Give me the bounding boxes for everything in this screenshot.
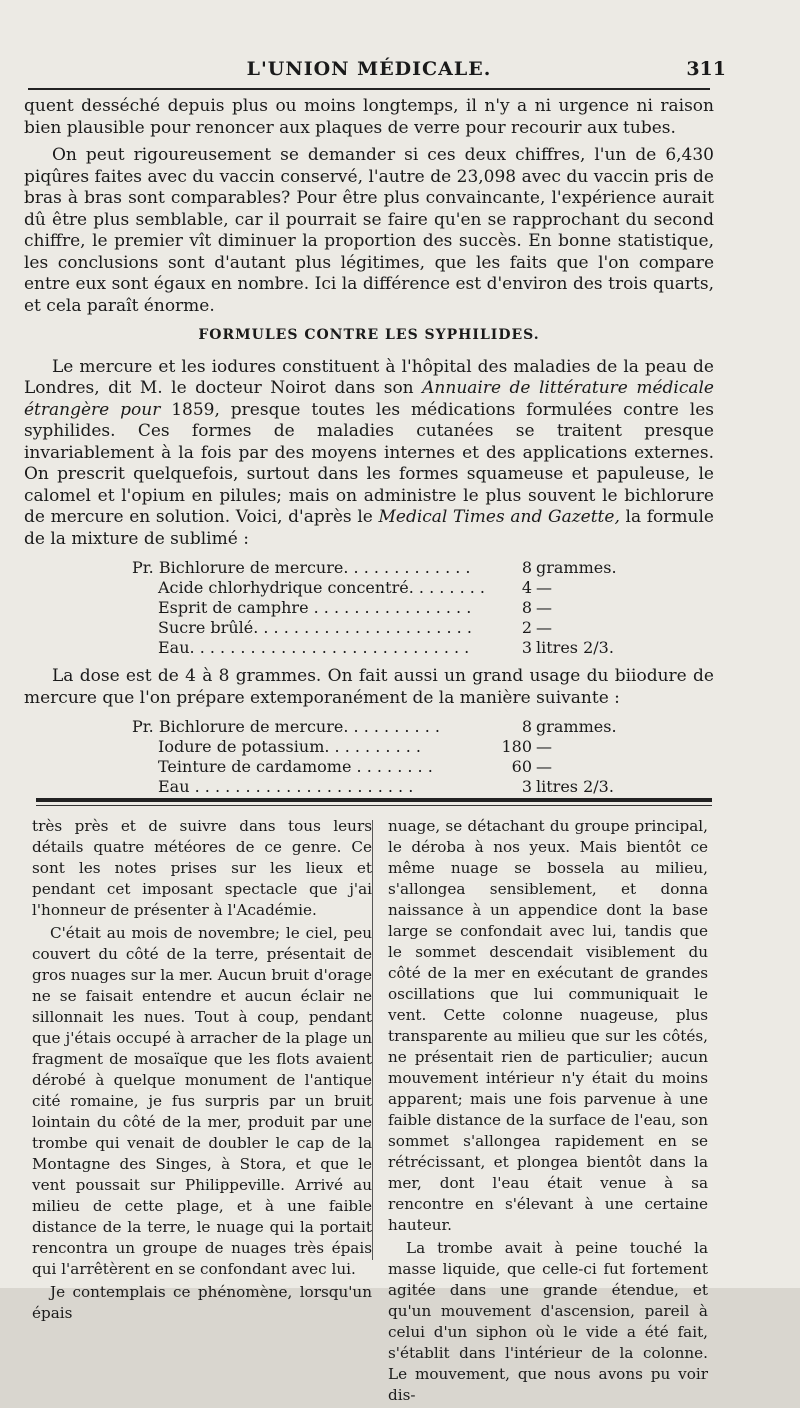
page-header: [28, 52, 726, 90]
running-title: L'UNION MÉDICALE.: [246, 58, 492, 80]
quantity: 2: [521, 618, 532, 637]
annuaire-title: Annuaire de littérature médicale étrangère pour: [24, 378, 714, 420]
formula-row: [132, 777, 714, 797]
right-paragraph-2: La trombe avait à peine touché la masse liquide, que celle-ci fut fortement agitée dans une grande étendue, et qu'un mouvement d'ascension, pareil à celui d'un siphon où le vide a été fait, s'établit dans l'intérieur de la colonne. Le mouvement, que nous avons pu voir dis-: [388, 1239, 708, 1404]
paragraph-statistics: On peut rigoureusement se demander si ces deux chiffres, l'un de 6,430 piqûres faites avec du vaccin conservé, l'autre de 23,098 avec du vaccin pris de bras à bras sont comparables? Pour être plus convaincante, l'expérience aurait dû être plus semblable, car il pourrait se faire qu'en se rapprochant du second chiffre, le premier vît diminuer la proportion des succès. En bonne statistique, les conclusions sont d'autant plus légitimes, que les faits que l'on compare entre eux sont égaux en nombre. Ici la différence est d'environ des trois quarts, et cela paraît énorme.: [24, 145, 714, 316]
quantity: 8: [521, 558, 532, 577]
mercury-text-c: la formule de la mixture de sublimé :: [24, 507, 714, 549]
formula-row: [132, 578, 714, 598]
unit: —: [536, 757, 552, 776]
quantity: 180: [501, 737, 532, 756]
section-title: FORMULES CONTRE LES SYPHILIDES.: [198, 327, 540, 343]
top-section: [24, 96, 714, 805]
feuilleton-left-column: [32, 816, 372, 1326]
formula-row: [132, 618, 714, 638]
ingredient: Acide chlorhydrique concentré. . . . . . . .: [158, 578, 486, 597]
ingredient: Pr. Bichlorure de mercure. . . . . . . . . . . . .: [132, 558, 471, 577]
ingredient: Teinture de cardamome . . . . . . . .: [158, 757, 433, 776]
ingredient: Pr. Bichlorure de mercure. . . . . . . . . .: [132, 717, 440, 736]
ingredient: Esprit de camphre . . . . . . . . . . . . . . . .: [158, 598, 472, 617]
left-paragraph-1: très près et de suivre dans tous leurs détails quatre météores de ce genre. Ce sont les notes prises sur les lieux et pendant cet imposant spectacle que j'ai l'honneur de présenter à l'Académie.: [32, 817, 372, 919]
ingredient: Sucre brûlé. . . . . . . . . . . . . . . . . . . . . .: [158, 618, 472, 637]
paragraph-dose: La dose est de 4 à 8 grammes. On fait aussi un grand usage du biiodure de mercure que l'on prépare extemporanément de la manière suivante :: [24, 666, 714, 708]
section-rule-thin: [36, 805, 712, 806]
formula-biiodure: [132, 717, 714, 797]
ingredient: Iodure de potassium. . . . . . . . . .: [158, 737, 421, 756]
unit: —: [536, 598, 552, 617]
formula-row: [132, 558, 714, 578]
medical-times-title: Medical Times and Gazette,: [378, 507, 620, 527]
paragraph-mercury: [24, 357, 714, 551]
paragraph-vaccine-continuation: quent desséché depuis plus ou moins longtemps, il n'y a ni urgence ni raison bien plausible pour renoncer aux plaques de verre pour recourir aux tubes.: [24, 96, 714, 138]
formula-row: [132, 598, 714, 618]
unit: —: [536, 578, 552, 597]
unit: litres 2/3.: [536, 638, 614, 657]
feuilleton-right-column: [388, 816, 708, 1408]
quantity: 8: [521, 598, 532, 617]
column-divider: [372, 820, 373, 1260]
quantity: 8: [521, 717, 532, 736]
formula-row: [132, 757, 714, 777]
quantity: 60: [511, 757, 532, 776]
unit: grammes.: [536, 717, 617, 736]
left-paragraph-2: C'était au mois de novembre; le ciel, peu couvert du côté de la terre, présentait de gros nuages sur la mer. Aucun bruit d'orage ne se faisait entendre et aucun éclair ne sillonnait les nues. Tout à coup, pendant que j'étais occupé à arracher de la plage un fragment de mosaïque que les flots avaient dérobé à quelque monument de l'antique cité romaine, je fus surpris par un bruit lointain du côté de la mer, produit par une trombe qui venait de doubler le cap de la Montagne des Singes, à Stora, et que le vent poussait sur Philippeville. Arrivé au milieu de cette plage, et à une faible distance de la terre, le nuage qui la portait rencontra un groupe de nuages très épais qui l'arrêtèrent en se confondant avec lui.: [32, 924, 372, 1278]
quantity: 4: [521, 578, 532, 597]
quantity: 3: [521, 638, 532, 657]
formula-row: [132, 737, 714, 757]
formula-row: [132, 638, 714, 658]
section-rule-thick: [36, 798, 712, 802]
left-paragraph-3: Je contemplais ce phénomène, lorsqu'un épais: [32, 1283, 372, 1322]
unit: —: [536, 618, 552, 637]
unit: grammes.: [536, 558, 617, 577]
ingredient: Eau . . . . . . . . . . . . . . . . . . . . . .: [158, 777, 414, 796]
formula-sublime: [132, 558, 714, 658]
unit: litres 2/3.: [536, 777, 614, 796]
mercury-text-a: Le mercure et les iodures constituent à l'hôpital des maladies de la peau de Londres, dit M. le docteur Noirot dans son: [24, 356, 714, 398]
quantity: 3: [521, 777, 532, 796]
unit: —: [536, 737, 552, 756]
page-number: 311: [686, 58, 726, 80]
right-paragraph-1: nuage, se détachant du groupe principal, le déroba à nos yeux. Mais bientôt ce même nuage se bossela au milieu, s'allongea sensiblement, et donna naissance à un appendice dont la base large se confondait avec lui, tandis que le sommet descendait visiblement du côté de la mer en exécutant de grandes oscillations que lui communiquait le vent. Cette colonne nuageuse, plus transparente au milieu que sur les côtés, ne présentait rien de particulier; aucun mouvement intérieur n'y était du moins apparent; mais une fois parvenue à une faible distance de la surface de l'eau, son sommet s'allongea rapidement en se rétrécissant, et plongea bientôt dans la mer, dont l'eau était venue à sa rencontre en s'élevant à une certaine hauteur.: [388, 817, 708, 1234]
mercury-text-b: 1859, presque toutes les médications formulées contre les syphilides. Ces formes de maladies cutanées se traitent presque invariablement à la fois par des moyens internes et des applications externes. On prescrit quelquefois, surtout dans les formes squameuse et papuleuse, le calomel et l'opium en pilules; mais on administre le plus souvent le bichlorure de mercure en solution. Voici, d'après le: [24, 399, 714, 527]
ingredient: Eau. . . . . . . . . . . . . . . . . . . . . . . . . . . .: [158, 638, 470, 657]
formula-row: [132, 717, 714, 737]
